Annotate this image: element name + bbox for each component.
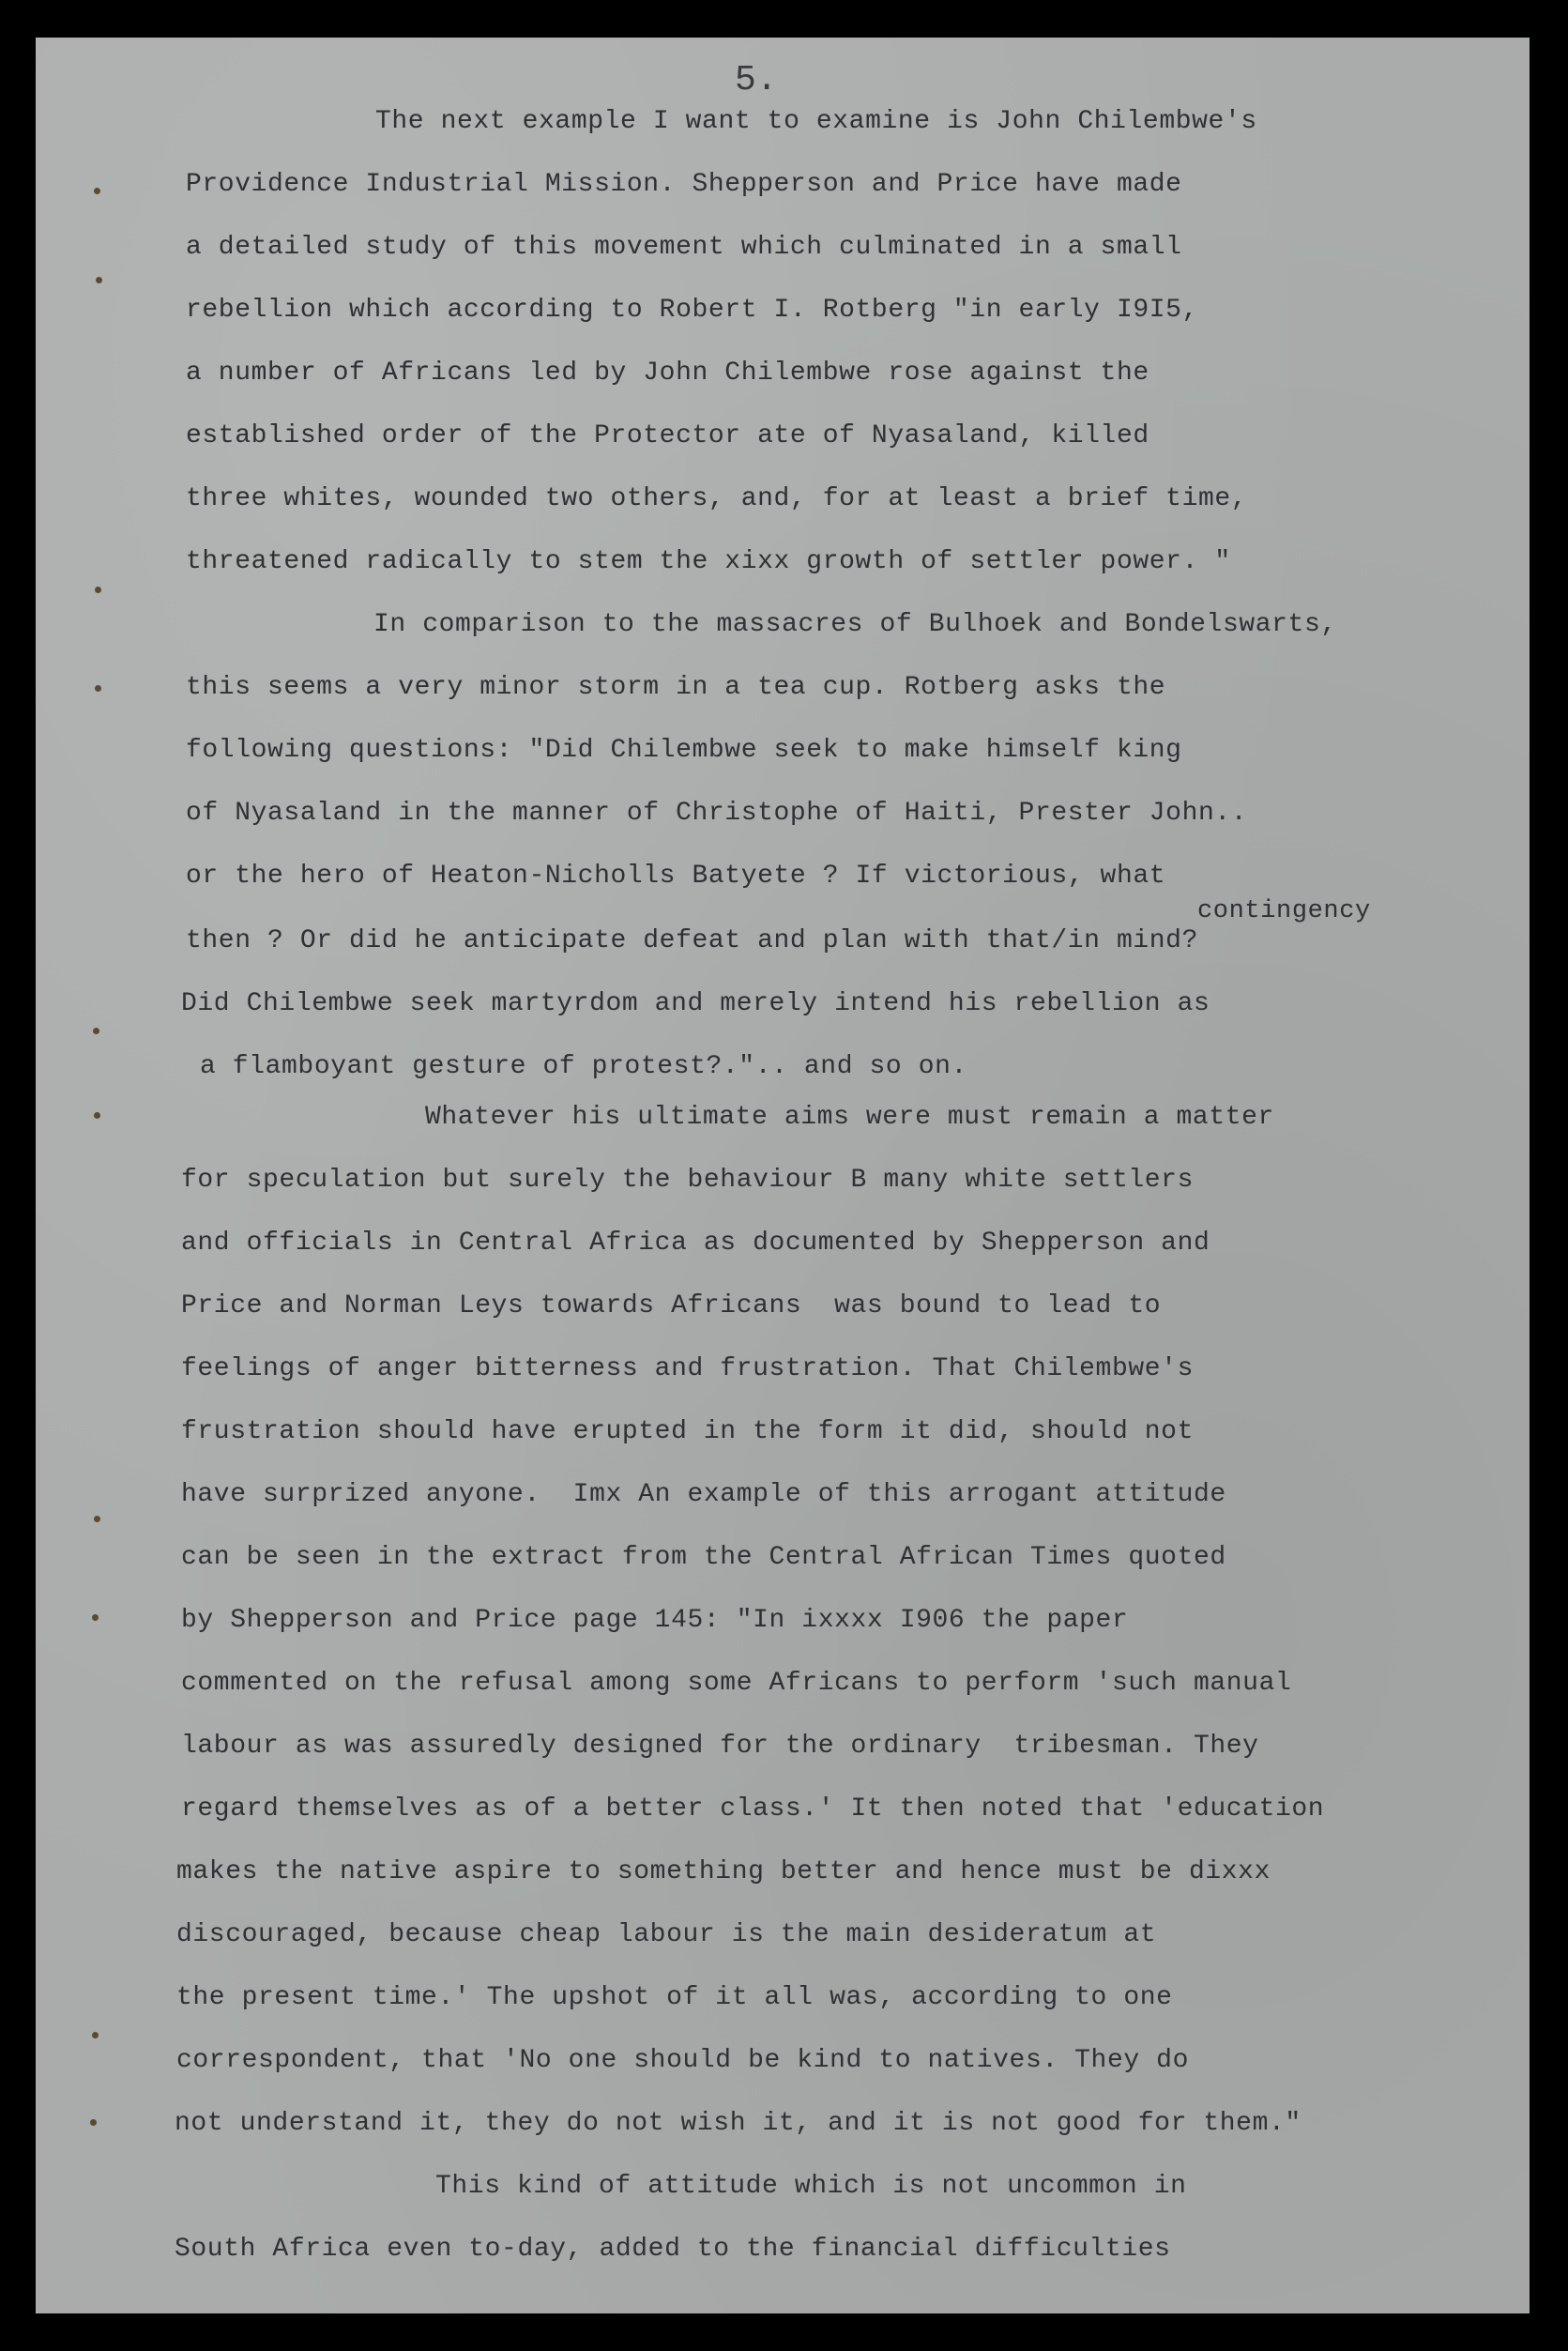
- handwritten-insertion: contingency: [1197, 897, 1371, 925]
- document-page: [36, 38, 1530, 2313]
- text-line: In comparison to the massacres of Bulhoek and Bondelswarts,: [373, 610, 1337, 639]
- text-line: labour as was assuredly designed for the ordinary tribesman. They: [181, 1732, 1259, 1761]
- page-number: 5.: [735, 60, 778, 100]
- text-line: or the hero of Heaton-Nicholls Batyete ? If victorious, what: [186, 862, 1166, 891]
- binder-hole-mark: [96, 277, 102, 283]
- text-line: Price and Norman Leys towards Africans was bound to lead to: [181, 1291, 1162, 1321]
- binder-hole-mark: [94, 188, 100, 194]
- binder-hole-mark: [92, 2032, 99, 2038]
- text-line: This kind of attitude which is not uncommon in: [435, 2172, 1187, 2201]
- binder-hole-mark: [93, 1028, 99, 1034]
- binder-hole-mark: [94, 1112, 100, 1119]
- binder-hole-mark: [92, 1614, 99, 1621]
- binder-hole-mark: [95, 685, 101, 692]
- text-line: established order of the Protector ate of Nyasaland, killed: [186, 421, 1149, 450]
- text-line: feelings of anger bitterness and frustration. That Chilembwe's: [181, 1354, 1194, 1383]
- text-line: of Nyasaland in the manner of Christophe of Haiti, Prester John..: [186, 799, 1248, 828]
- text-line: have surprized anyone. Imx An example of this arrogant attitude: [181, 1480, 1226, 1509]
- text-line: three whites, wounded two others, and, for at least a brief time,: [186, 484, 1248, 513]
- text-line: a flamboyant gesture of protest?.".. and so on.: [200, 1052, 967, 1081]
- text-line: The next example I want to examine is John Chilembwe's: [375, 107, 1257, 136]
- text-line: for speculation but surely the behaviour B many white settlers: [181, 1166, 1194, 1195]
- text-line: frustration should have erupted in the form it did, should not: [181, 1417, 1194, 1446]
- text-line: then ? Or did he anticipate defeat and plan with that/in mind?: [186, 926, 1198, 955]
- text-line: correspondent, that 'No one should be kind to natives. They do: [176, 2046, 1189, 2075]
- text-line: commented on the refusal among some Africans to perform 'such manual: [181, 1669, 1292, 1698]
- text-line: Did Chilembwe seek martyrdom and merely intend his rebellion as: [181, 989, 1210, 1018]
- text-line: by Shepperson and Price page 145: "In ixxxx I906 the paper: [181, 1606, 1129, 1635]
- text-line: this seems a very minor storm in a tea cup. Rotberg asks the: [186, 673, 1166, 702]
- text-line: a detailed study of this movement which culminated in a small: [186, 233, 1182, 262]
- text-line: South Africa even to-day, added to the financial difficulties: [175, 2235, 1171, 2264]
- text-line: Whatever his ultimate aims were must remain a matter: [425, 1103, 1274, 1132]
- text-line: can be seen in the extract from the Central African Times quoted: [181, 1543, 1226, 1572]
- text-line: and officials in Central Africa as documented by Shepperson and: [181, 1229, 1210, 1258]
- text-line: following questions: "Did Chilembwe seek to make himself king: [186, 736, 1182, 765]
- text-line: threatened radically to stem the xixx growth of settler power. ": [186, 547, 1231, 576]
- text-line: the present time.' The upshot of it all was, according to one: [176, 1983, 1173, 2012]
- text-line: rebellion which according to Robert I. Rotberg "in early I9I5,: [186, 296, 1198, 325]
- text-line: not understand it, they do not wish it, and it is not good for them.": [175, 2109, 1302, 2138]
- binder-hole-mark: [95, 587, 101, 593]
- text-line: discouraged, because cheap labour is the main desideratum at: [176, 1920, 1157, 1949]
- text-line: regard themselves as of a better class.' It then noted that 'education: [181, 1794, 1325, 1824]
- text-line: makes the native aspire to something better and hence must be dixxx: [176, 1857, 1271, 1886]
- binder-hole-mark: [94, 1516, 100, 1522]
- text-line: Providence Industrial Mission. Shepperson and Price have made: [186, 170, 1182, 199]
- binder-hole-mark: [90, 2119, 97, 2126]
- text-line: a number of Africans led by John Chilembwe rose against the: [186, 359, 1149, 388]
